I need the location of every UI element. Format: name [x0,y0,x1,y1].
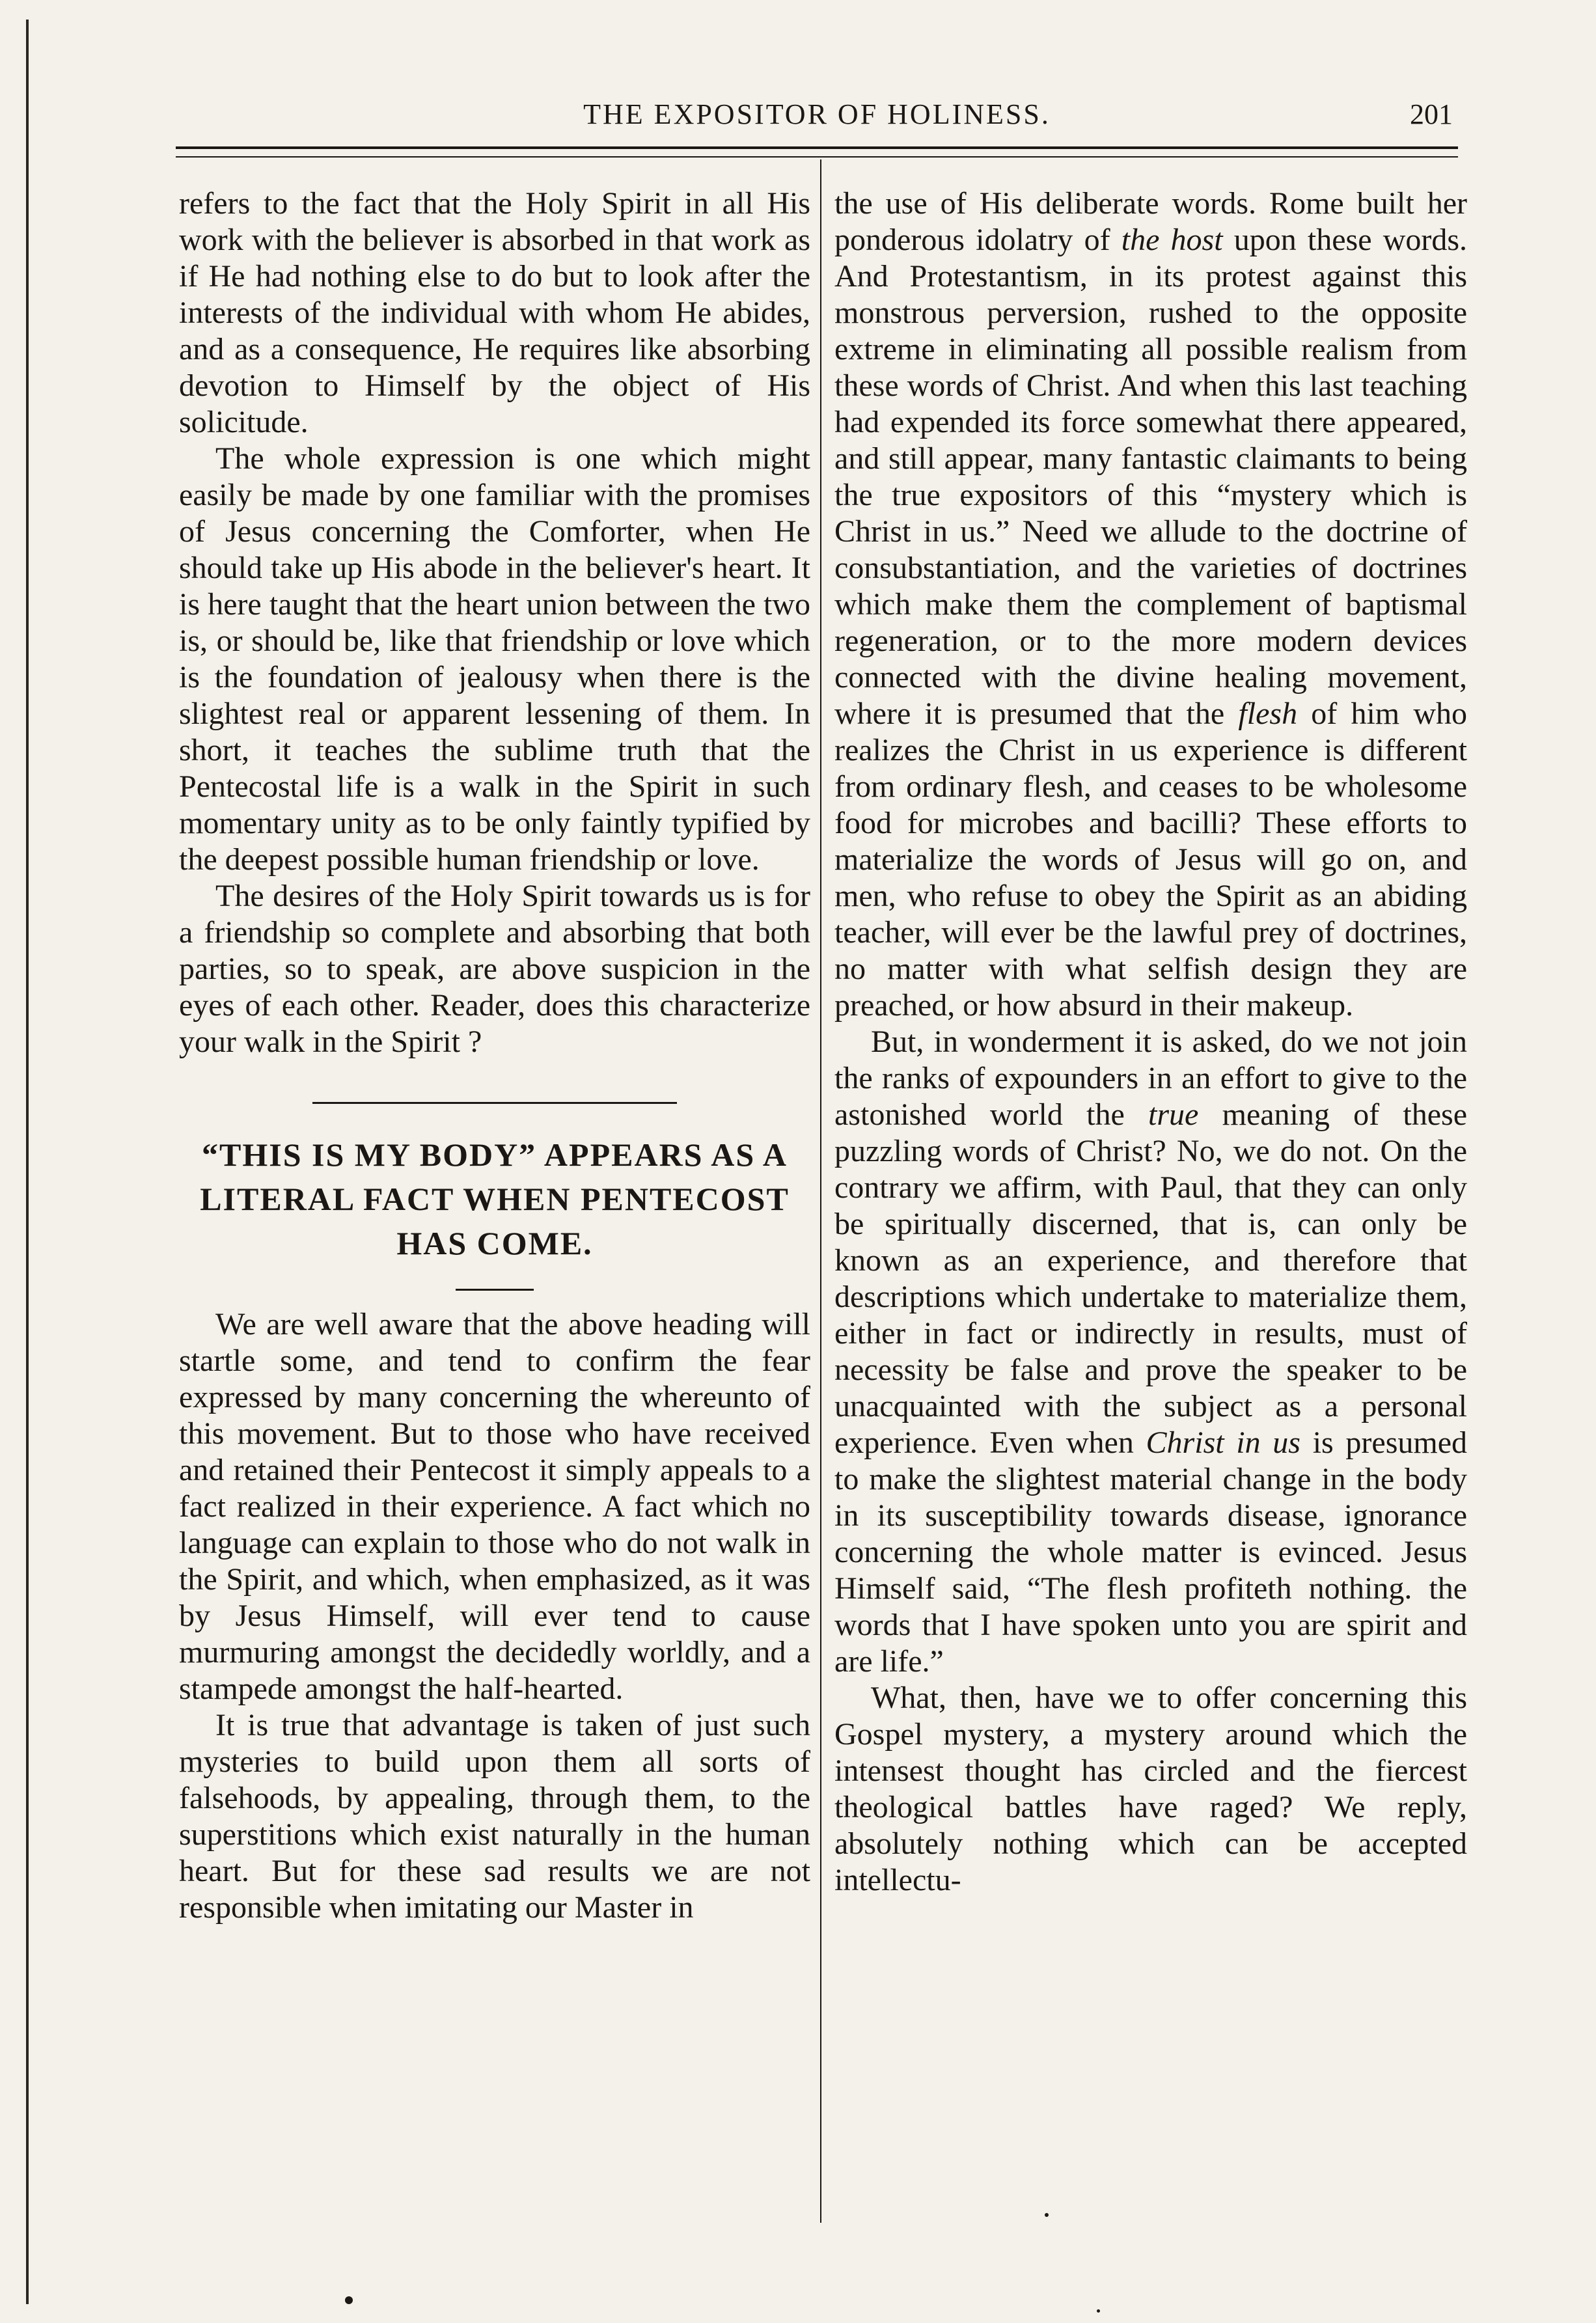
print-speck [1045,2213,1049,2217]
italic-text: Christ in us [1146,1425,1300,1460]
paragraph [834,1024,1467,1680]
text-run: of him who realizes the Christ in us experience is different from ordinary flesh, and ceases to be wholesome food for microbes and bacilli? These efforts to materialize the words of Jesus will go on, and men, who refuse to obey the Spirit as an abiding teacher, will ever be the lawful prey of doctrines, no matter with what selfish design they are preached, or how absurd in their makeup. [834,696,1467,1023]
paragraph: The desires of the Holy Spirit towards us is for a friendship so complete and absorbing that both parties, so to speak, are above suspicion in the eyes of each other. Reader, does this characterize your walk in the Spirit ? [179,879,810,1059]
text-run: is presumed to make the slightest material change in the body in its susceptibility towards disease, ignorance concerning the whole matter is evinced. Jesus Himself said, “The flesh profiteth nothing. the words that I have spoken unto you are spirit and are life.” [834,1425,1468,1679]
article-heading: “THIS IS MY BODY” APPEARS AS A LITERAL FACT WHEN PENTECOST HAS COME. [200,1136,790,1261]
print-speck [345,2296,353,2304]
column-divider [820,159,821,2223]
paragraph: We are well aware that the above heading will startle some, and tend to confirm the fear expressed by many concerning the whereunto of this movement. But to those who have received and retained their Pentecost it simply appeals to a fact realized in their experience. A fact which no language can explain to those who do not walk in the Spirit, and which, when emphasized, as it was by Jesus Himself, will ever tend to cause murmuring amongst the decidedly worldly, and a stampede amongst the half-hearted. [179,1307,810,1706]
text-run: the use of His deliberate words. Rome built her ponderous idolatry of [834,186,1467,257]
journal-title: THE EXPOSITOR OF HOLINESS. [583,98,1051,130]
paragraph [834,186,1467,1024]
left-column [179,186,810,1926]
section-divider [312,1102,677,1104]
heading-underline [456,1289,534,1291]
italic-text: flesh [1238,696,1298,731]
italic-text: true [1148,1097,1199,1132]
right-column [834,186,1467,1899]
paragraph: It is true that advantage is taken of just such mysteries to build upon them all sorts of falsehoods, by appealing, through them, to the superstitions which exist naturally in the human heart. But for these sad results we are not responsible when imitating our Master in [179,1708,810,1925]
running-head [176,98,1458,137]
paragraph: The whole expression is one which might easily be made by one familiar with the promises of Jesus concerning the Comforter, when He should take up His abode in the believer's heart. It is here taught that the heart union between the two is, or should be, like that friendship or love which is the foundation of jealousy when there is the slightest real or apparent lessening of them. In short, it teaches the sublime truth that the Pentecostal life is a walk in the Spirit in such momentary unity as to be only faintly typified by the deepest possible human friendship or love. [179,441,810,877]
text-run: upon these words. And Protestantism, in its protest against this monstrous perversion, rushed to the opposite extreme in eliminating all possible realism from these words of Christ. And when this last teaching had expended its force somewhat there appeared, and still appear, many fantastic claimants to being the true expositors of this “mystery which is Christ in us.” Need we allude to the doctrine of consubstantiation, and the varieties of doctrines which make them the complement of baptismal regeneration, or to the more modern devices connected with the divine healing movement, where it is presumed that the [834,223,1468,731]
paragraph: refers to the fact that the Holy Spirit in all His work with the believer is absorbed in that work as if He had nothing else to do but to look after the interests of the individual with whom He abides, and as a consequence, He requires like absorbing devotion to Himself by the object of His solicitude. [179,186,810,439]
italic-text: the host [1121,223,1223,257]
header-rule-thick [176,146,1458,149]
scan-margin-line [26,20,29,2304]
print-speck [1097,2309,1100,2313]
page-number: 201 [1410,98,1453,130]
text-run: meaning of these puzzling words of Christ? No, we do not. On the contrary we affirm, with Paul, that they can only be spiritually discerned, that is, can only be known as an experience, and therefore that descriptions which undertake to materialize them, either in fact or indirectly in results, must of necessity be false and prove the speaker to be unacquainted with the subject as a personal experience. Even when [834,1097,1468,1460]
paragraph: What, then, have we to offer concerning this Gospel mystery, a mystery around which the intensest thought has circled and the fiercest theological battles have raged? We reply, absolutely nothing which can be accepted intellectu- [834,1681,1467,1897]
header-rule-thin [176,156,1458,158]
text-run: But, in wonderment it is asked, do we not join the ranks of expounders in an effort to give to the astonished world the [834,1024,1467,1132]
